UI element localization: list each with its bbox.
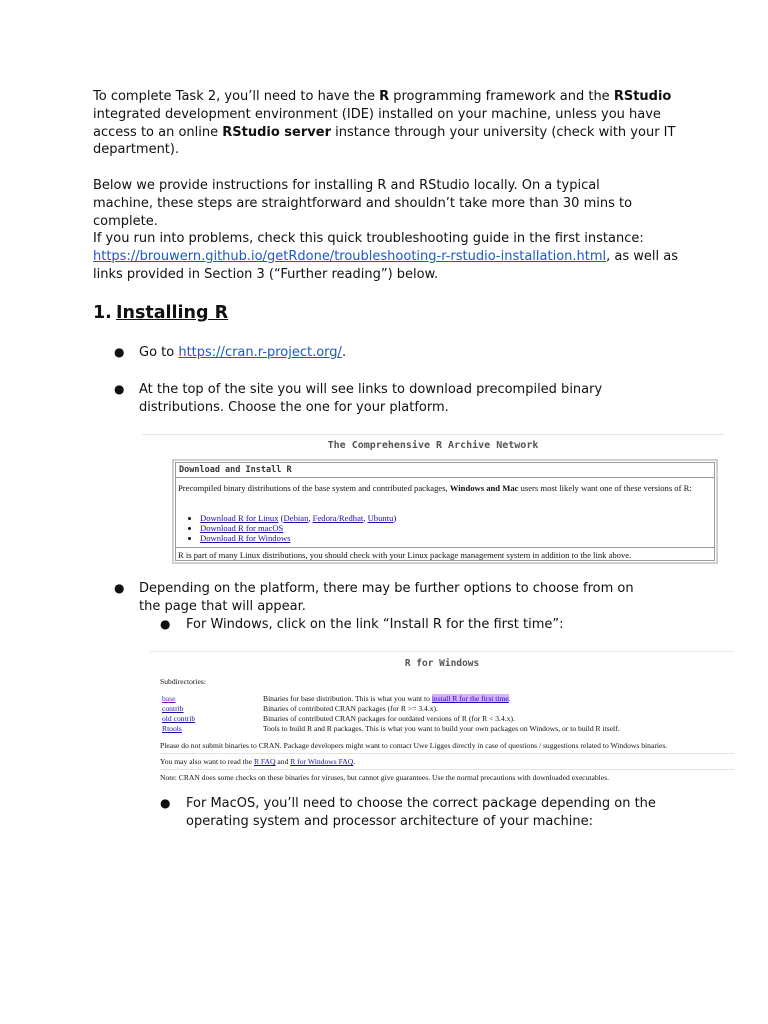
intro-paragraph-1 (93, 88, 693, 159)
intro-text: instance through your university (check with your IT department). (93, 124, 676, 158)
intro-paragraph-2: Below we provide instructions for installing R and RStudio locally. On a typical machine, these steps are straightforward and shouldn’t take more than 30 mins to complete. (93, 178, 633, 229)
download-install-box (172, 459, 718, 564)
list-item (200, 523, 396, 533)
row-desc: . (353, 757, 356, 766)
debian-link[interactable]: Debian (283, 513, 309, 523)
desc-bold: Windows and Mac (449, 483, 519, 493)
subdir-contrib-desc: Binaries of contributed CRAN packages (for R >= 3.4.x). (263, 704, 438, 713)
list-item (200, 533, 396, 543)
section-title: Installing R (116, 303, 229, 323)
bullet-icon: ● (114, 382, 125, 396)
bullet-text (139, 344, 699, 362)
rwin-paragraph-2 (160, 757, 355, 766)
intro-text: , as well as links provided in Section 3 (“Further reading”) below. (93, 248, 679, 282)
subdir-base-desc (263, 694, 511, 703)
row-desc: and (275, 757, 291, 766)
old-contrib-link[interactable]: old contrib (162, 714, 196, 723)
intro-text: integrated development environment (IDE) installed on your machine, unless you have access to an online (93, 106, 661, 140)
divider (160, 769, 734, 770)
rstudio-server-bold: RStudio server (222, 124, 331, 140)
r-windows-faq-link[interactable]: R for Windows FAQ (290, 757, 354, 766)
paren: ( (278, 513, 284, 523)
bullet-icon: ● (114, 345, 125, 359)
row-desc: You may also want to read the (160, 757, 254, 766)
rwin-paragraph-1: Please do not submit binaries to CRAN. Package developers might want to contact Uwe Ligges directly in case of questions / suggestions related to Windows binaries. (160, 741, 668, 750)
subdirectories-label: Subdirectories: (160, 677, 206, 686)
download-windows-link[interactable]: Download R for Windows (200, 533, 291, 543)
subdir-rtools (162, 724, 182, 733)
bullet-text: For Windows, click on the link “Install R for the first time”: (186, 617, 564, 632)
r-bold: R (379, 89, 390, 104)
install-first-time-link[interactable]: install R for the first time (431, 694, 509, 703)
bullet-suffix: . (341, 345, 347, 360)
intro-text: To complete Task 2, you’ll need to have the (93, 89, 380, 104)
rtools-link[interactable]: Rtools (162, 724, 182, 733)
bullet-text: At the top of the site you will see links to download precompiled binary distributions. Choose the one for your platform. (139, 382, 603, 415)
fedora-link[interactable]: Fedora/Redhat (312, 513, 364, 523)
contrib-link[interactable]: contrib (162, 704, 184, 713)
bullet-icon: ● (114, 581, 125, 595)
linux-note: R is part of many Linux distributions, you should check with your Linux package management system in addition to the link above. (178, 550, 632, 560)
subdir-old-contrib (162, 714, 195, 723)
download-linux-link[interactable]: Download R for Linux (200, 513, 279, 523)
subdir-base (162, 694, 176, 703)
rwin-title: R for Windows (404, 658, 480, 669)
desc-text: Precompiled binary distributions of the base system and contributed packages, (178, 483, 450, 493)
bullet-prefix: Go to (139, 345, 179, 360)
download-description (178, 483, 714, 494)
section-number: 1. (93, 303, 112, 323)
base-link[interactable]: base (162, 694, 176, 703)
rwin-paragraph-3: Note: CRAN does some checks on these binaries for viruses, but cannot give guarantees. Use the normal precautions with downloaded executables. (160, 773, 609, 782)
intro-paragraph-3 (93, 230, 683, 283)
intro-text: If you run into problems, check this quick troubleshooting guide in the first instance: (93, 231, 644, 246)
subdir-old-contrib-desc: Binaries of contributed CRAN packages for outdated versions of R (for R < 3.4.x). (263, 714, 515, 723)
cran-title: The Comprehensive R Archive Network (327, 440, 539, 451)
intro-text: programming framework and the (389, 89, 614, 104)
subdir-contrib (162, 704, 184, 713)
paren: ) (393, 513, 397, 523)
bullet-icon: ● (160, 796, 171, 810)
r-for-windows-screenshot (150, 651, 734, 792)
download-list (188, 513, 396, 543)
download-install-title: Download and Install R (179, 465, 292, 475)
rstudio-bold: RStudio (613, 89, 672, 104)
comma: , (363, 513, 368, 523)
divider (160, 753, 734, 754)
divider (176, 477, 714, 478)
troubleshooting-link[interactable]: https://brouwern.github.io/getRdone/troubleshooting-r-rstudio-installation.html (93, 248, 607, 264)
desc-text: users most likely want one of these versions of R: (518, 483, 692, 493)
list-item (200, 513, 396, 523)
r-faq-link[interactable]: R FAQ (253, 757, 276, 766)
row-desc: Binaries for base distribution. This is what you want to (263, 694, 432, 703)
cran-link[interactable]: https://cran.r-project.org/ (178, 345, 342, 360)
bullet-text: Depending on the platform, there may be further options to choose from on the page that will appear. (139, 581, 634, 614)
subdir-rtools-desc: Tools to build R and R packages. This is what you want to build your own packages on Windows, or to build R itself. (263, 724, 620, 733)
divider (176, 547, 714, 548)
row-desc: . (508, 694, 511, 703)
cran-screenshot (142, 434, 724, 565)
section-heading (93, 302, 228, 324)
comma: , (308, 513, 313, 523)
download-install-inner (175, 462, 715, 561)
download-macos-link[interactable]: Download R for macOS (200, 523, 284, 533)
bullet-text: For MacOS, you’ll need to choose the correct package depending on the operating system and processor architecture of your machine: (186, 796, 656, 829)
ubuntu-link[interactable]: Ubuntu (367, 513, 394, 523)
bullet-icon: ● (160, 617, 171, 631)
